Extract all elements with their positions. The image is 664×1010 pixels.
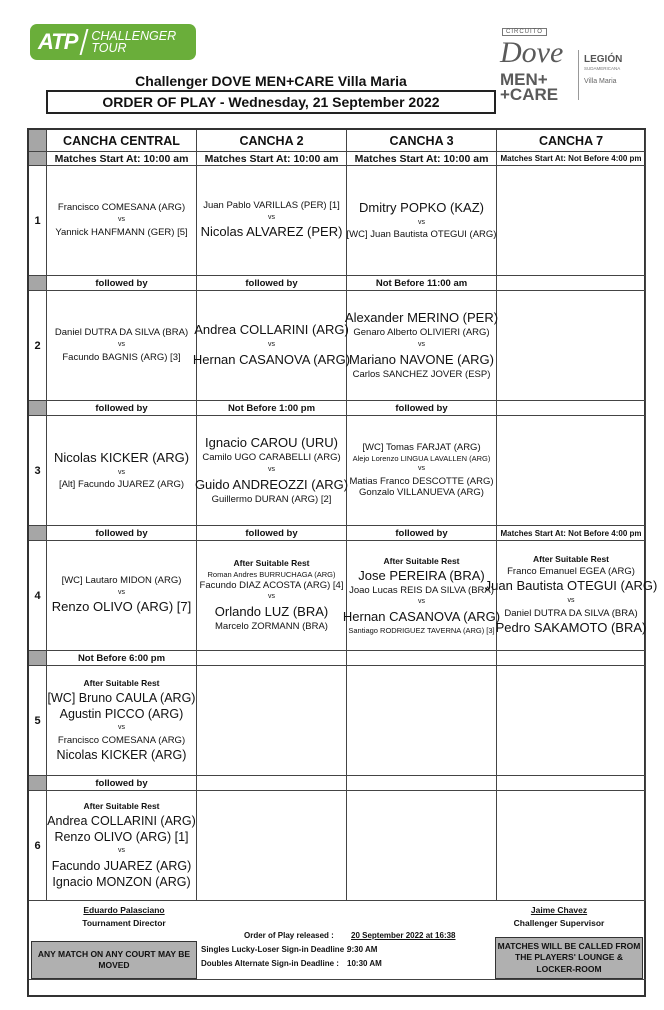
player-name: Andrea COLLARINI (ARG) [194,322,349,338]
match-cell [47,416,197,526]
versus-label: vs [118,341,125,349]
followed-by-label: Not Before 6:00 pm [47,651,197,666]
match-cell [192,291,351,401]
followed-by-label [347,776,497,791]
singles-deadline-label: Singles Lucky-Loser Sign-in Deadline : [201,945,350,954]
after-suitable-rest: After Suitable Rest [83,800,160,811]
supervisor-name: Jaime Chavez [530,905,588,915]
versus-label: vs [418,598,425,606]
sponsor-legion: LEGIÓN [584,54,623,65]
player-name: Agustin PICCO (ARG) [59,707,184,722]
followed-by-label: followed by [197,526,347,541]
match-cell [197,791,347,901]
player-name: Camilo UGO CARABELLI (ARG) [202,452,341,464]
player-name: [WC] Bruno CAULA (ARG) [47,690,196,705]
followed-by-label [197,776,347,791]
sponsor-men: MEN+ [500,70,548,89]
start-time-3: Matches Start At: 10:00 am [347,152,497,166]
sponsor-logo [498,28,648,106]
atp-mark: ATP [38,29,78,54]
match-cell [194,416,349,526]
versus-label: vs [118,216,125,224]
sponsor-men-care [500,72,558,102]
player-name: Orlando LUZ (BRA) [214,604,329,620]
player-name: Mariano NAVONE (ARG) [349,351,494,367]
separator-gray [29,651,47,666]
player-name: Franco Emanuel EGEA (ARG) [507,566,635,578]
match-cell [497,166,646,276]
match-row-number: 5 [29,666,47,776]
followed-by-label: followed by [347,526,497,541]
match-cell [347,791,497,901]
after-suitable-rest: After Suitable Rest [383,555,460,566]
player-name: Hernan CASANOVA (ARG) [192,351,351,367]
released-value: 20 September 2022 at 16:38 [351,931,456,940]
match-cell [347,666,497,776]
match-row-number: 1 [29,166,47,276]
followed-by-label: followed by [47,526,197,541]
versus-label: vs [118,468,125,476]
sponsor-divider [578,50,579,100]
court-header-4: CANCHA 7 [497,130,646,152]
after-suitable-rest: After Suitable Rest [83,677,160,688]
match-cell [47,666,197,776]
after-suitable-rest: After Suitable Rest [532,554,610,565]
versus-label: vs [268,213,275,221]
versus-label: vs [118,847,125,855]
followed-by-label [497,401,646,416]
player-name: [WC] Juan Bautista OTEGUI (ARG) [346,229,497,241]
versus-label: vs [418,464,425,472]
separator-gray [29,526,47,541]
player-name: [Alt] Facundo JUAREZ (ARG) [58,479,185,491]
after-suitable-rest: After Suitable Rest [233,558,310,569]
followed-by-label [497,651,646,666]
match-cell [47,166,197,276]
player-name: Jose PEREIRA (BRA) [358,567,485,583]
player-name: Gonzalo VILLANUEVA (ARG) [359,487,484,499]
match-cell [497,291,646,401]
matches-called-notice: MATCHES WILL BE CALLED FROM THE PLAYERS' LOUNGE & LOCKER-ROOM [495,937,643,979]
player-name: Guido ANDREOZZI (ARG) [194,476,349,492]
player-name: Andrea COLLARINI (ARG) [47,813,196,828]
match-row-number: 4 [29,541,47,651]
followed-by-label: Not Before 11:00 am [347,276,497,291]
versus-label: vs [118,588,125,596]
match-cell [497,666,646,776]
versus-label: vs [418,341,425,349]
player-name: Ignacio MONZON (ARG) [52,875,191,890]
separator-gray [29,776,47,791]
logo-line2: TOUR [91,41,127,55]
player-name: [WC] Lautaro MIDON (ARG) [61,574,182,586]
followed-by-label: Matches Start At: Not Before 4:00 pm [497,526,646,541]
player-name: Renzo OLIVO (ARG) [1] [54,829,189,844]
versus-label: vs [268,341,275,349]
logo-line1: CHALLENGER [91,29,177,43]
versus-label: vs [118,724,125,732]
followed-by-label [197,651,347,666]
match-cell [497,791,646,901]
match-row-number: 3 [29,416,47,526]
followed-by-label: followed by [47,401,197,416]
match-moved-notice: ANY MATCH ON ANY COURT MAY BE MOVED [31,941,197,979]
player-name: Renzo OLIVO (ARG) [7] [51,599,192,615]
sponsor-circuito: CIRCUITO [502,28,547,36]
supervisor-role: Challenger Supervisor [513,918,605,928]
match-row-number: 6 [29,791,47,901]
player-name: Joao Lucas REIS DA SILVA (BRA) [349,584,494,596]
match-cell [347,416,497,526]
match-cell [484,541,658,651]
followed-by-label: followed by [47,276,197,291]
player-name: Daniel DUTRA DA SILVA (BRA) [504,607,638,619]
tournament-director-role: Tournament Director [82,918,166,928]
match-cell [47,291,197,401]
player-name: Daniel DUTRA DA SILVA (BRA) [54,327,189,339]
versus-label: vs [418,218,425,226]
player-name: Juan Bautista OTEGUI (ARG) [484,578,658,594]
start-time-1: Matches Start At: 10:00 am [47,152,197,166]
followed-by-label [497,776,646,791]
match-cell [497,416,646,526]
player-name: Nicolas ALVAREZ (PER) [200,224,343,240]
followed-by-label: Not Before 1:00 pm [197,401,347,416]
doubles-deadline-label: Doubles Alternate Sign-in Deadline : [201,959,339,968]
player-name: Genaro Alberto OLIVIERI (ARG) [353,327,490,339]
footer-bottom-rule [29,979,646,980]
versus-label: vs [268,466,275,474]
start-time-2: Matches Start At: 10:00 am [197,152,347,166]
followed-by-label [497,276,646,291]
followed-by-label [347,651,497,666]
player-name: [WC] Tomas FARJAT (ARG) [362,441,481,453]
player-name: Facundo DIAZ ACOSTA (ARG) [4] [199,579,344,591]
player-name: Francisco COMESANA (ARG) [57,202,186,214]
doubles-deadline-value: 10:30 AM [347,959,382,968]
court-header-1: CANCHA CENTRAL [47,130,197,152]
player-name: Matias Franco DESCOTTE (ARG) [349,475,494,487]
sponsor-villa-maria: Villa Maria [584,78,617,85]
corner-cell-2 [29,152,47,166]
sponsor-care: +CARE [500,85,559,104]
tournament-director-name: Eduardo Palasciano [83,905,165,915]
released-label: Order of Play released : [244,931,334,940]
player-name: Nicolas KICKER (ARG) [56,747,187,762]
match-row-number: 2 [29,291,47,401]
separator-gray [29,401,47,416]
logo-divider [80,29,89,55]
court-header-2: CANCHA 2 [197,130,347,152]
followed-by-label: followed by [197,276,347,291]
court-header-3: CANCHA 3 [347,130,497,152]
player-name: Marcelo ZORMANN (BRA) [215,620,328,632]
player-name: Francisco COMESANA (ARG) [57,734,186,746]
sponsor-sudamericana: SUDAMERICANA [584,66,621,71]
player-name: Facundo BAGNIS (ARG) [3] [62,351,181,363]
player-name: Hernan CASANOVA (ARG) [342,609,501,625]
player-name: Ignacio CAROU (URU) [205,435,338,451]
match-cell [47,541,197,651]
player-name: Facundo JUAREZ (ARG) [51,858,192,873]
logo-tour-text [91,30,176,54]
match-cell [344,291,499,401]
tournament-title: Challenger DOVE MEN+CARE Villa Maria [135,73,407,89]
player-name: Guillermo DURAN (ARG) [2] [211,493,332,505]
versus-label: vs [268,593,275,601]
match-cell [347,166,497,276]
footer-area [29,901,646,997]
match-cell [197,166,347,276]
player-name: Yannick HANFMANN (GER) [5] [55,226,188,238]
followed-by-label: followed by [47,776,197,791]
player-name: Alejo Lorenzo LINGUA LAVALLEN (ARG) [352,453,491,463]
match-cell [197,541,347,651]
corner-cell [29,130,47,152]
singles-deadline-value: 9:30 AM [347,945,378,954]
sponsor-dove: Dove [500,36,564,69]
match-cell [342,541,501,651]
player-name: Juan Pablo VARILLAS (PER) [1] [203,199,340,211]
player-name: Roman Andres BURRUCHAGA (ARG) [207,570,336,580]
match-cell [47,791,197,901]
atp-challenger-logo [30,24,196,60]
followed-by-label: followed by [347,401,497,416]
player-name: Nicolas KICKER (ARG) [53,449,190,465]
separator-gray [29,276,47,291]
player-name: Pedro SAKAMOTO (BRA) [495,619,647,635]
order-of-play-title: ORDER OF PLAY - Wednesday, 21 September 2022 [46,90,496,114]
player-name: Santiago RODRIGUEZ TAVERNA (ARG) [3] [348,625,495,635]
player-name: Alexander MERINO (PER) [344,310,499,326]
versus-label: vs [567,597,575,605]
match-cell [197,666,347,776]
order-of-play-grid [27,128,658,997]
player-name: Carlos SANCHEZ JOVER (ESP) [352,368,491,380]
start-time-4: Matches Start At: Not Before 4:00 pm [497,152,646,166]
player-name: Dmitry POPKO (KAZ) [359,199,484,215]
